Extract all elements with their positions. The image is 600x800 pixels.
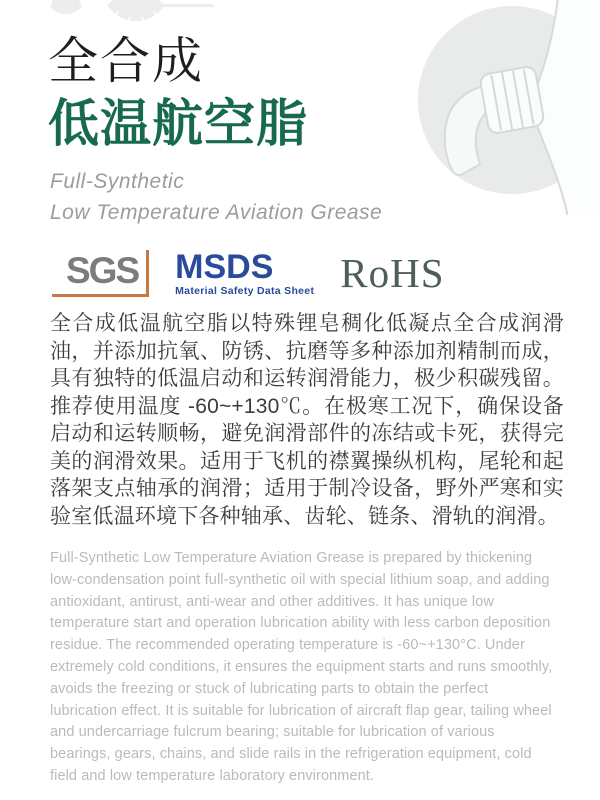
rohs-logo-text: RoHS [340, 249, 445, 296]
certification-logos [52, 243, 445, 303]
sgs-logo [52, 250, 149, 297]
product-subtitle-en-line2: Low Temperature Aviation Grease [50, 201, 383, 224]
sgs-logo-text: SGS [66, 249, 139, 291]
product-title-cn-line2: 低温航空脂 [48, 95, 309, 152]
product-subtitle-en [50, 166, 382, 228]
description-chinese: 全合成低温航空脂以特殊锂皂稠化低凝点全合成润滑油，并添加抗氧、防锈、抗磨等多种添加剂精制而成，具有独特的低温启动和运转润滑能力，极少积碳残留。推荐使用温度 -60~+130℃。在极寒工况下，确保设备启动和运转顺畅，避免润滑部件的冻结或卡死，获得完美的润滑效果。适用于飞机的襟翼操纵机构，尾轮和起落架支点轴承的润滑；适用于制冷设备，野外严寒和实验室低温环境下各种轴承、齿轮、链条、滑轨的润滑。 [50, 312, 564, 528]
description-english: Full-Synthetic Low Temperature Aviation Grease is prepared by thickening low-condensation point full-synthetic oil with special lithium soap, and adding antioxidant, antirust, anti-wear and other additives. It has unique low temperature start and operation lubrication ability with less carbon deposition residue. The recommended operating temperature is -60~+130°C. Under extremely cold conditions, it ensures the equipment starts and runs smoothly, avoids the freezing or stuck of lubricating parts to obtain the perfect lubrication effect. It is suitable for lubrication of aircraft flap gear, tailing wheel and undercarriage fulcrum bearing; suitable for lubrication of various bearings, gears, chains, and slide rails in the refrigeration equipment, cold field and low temperature laboratory environment. [50, 550, 553, 784]
product-title-cn-line1: 全合成 [48, 33, 204, 89]
msds-logo-text: MSDS [175, 248, 274, 287]
msds-logo [175, 249, 314, 296]
product-subtitle-en-line1: Full-Synthetic [50, 170, 185, 193]
gear-icon [36, 0, 236, 34]
msds-logo-subtext: Material Safety Data Sheet [175, 284, 315, 297]
rohs-logo [340, 249, 445, 296]
product-photo [400, 0, 600, 215]
